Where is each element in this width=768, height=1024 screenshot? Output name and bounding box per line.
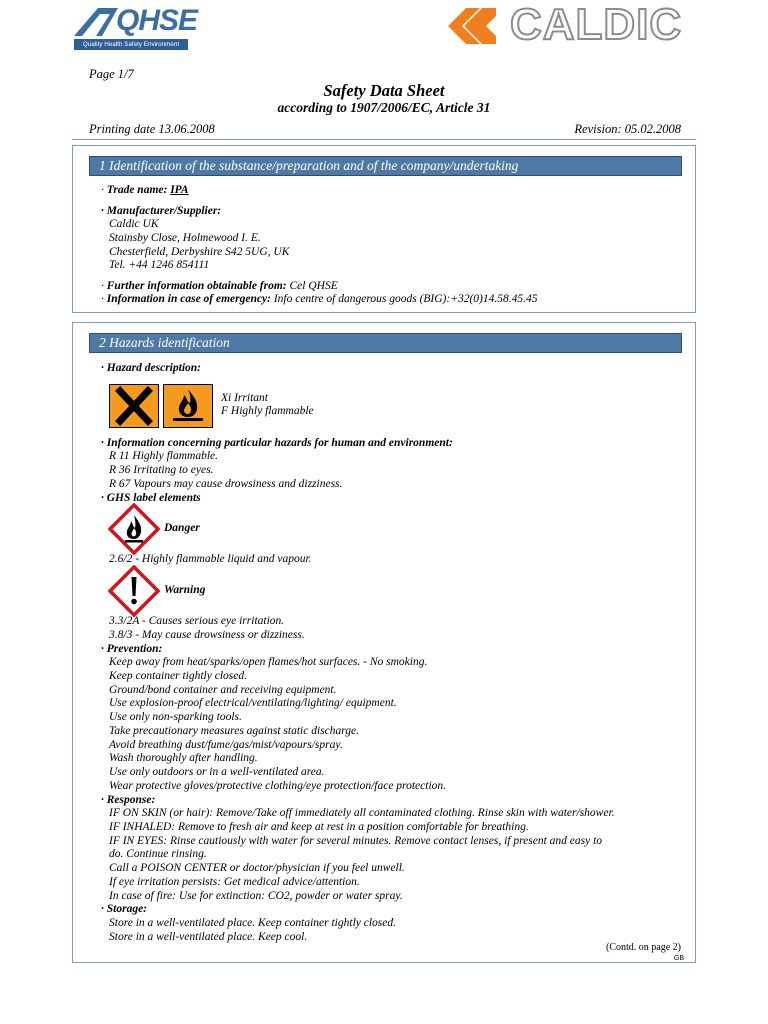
header-divider xyxy=(72,139,696,140)
hazard-description-label: · Hazard description: xyxy=(101,362,201,374)
document-subtitle: according to 1907/2006/EC, Article 31 xyxy=(277,100,491,115)
prevention-line: Use only non-sparking tools. xyxy=(109,711,242,723)
prevention-line: Wash thoroughly after handling. xyxy=(109,752,258,764)
r-phrase: R 36 Irritating to eyes. xyxy=(109,464,214,476)
ghs-danger-statement: 2.6/2 - Highly flammable liquid and vapour. xyxy=(109,553,312,565)
further-info-row: · Further information obtainable from: Cel QHSE xyxy=(101,280,338,292)
prevention-label: · Prevention: xyxy=(101,643,163,655)
address-line: Chesterfield, Derbyshire S42 5UG, UK xyxy=(109,246,290,258)
ghs-label: · GHS label elements xyxy=(101,492,201,504)
prevention-line: Avoid breathing dust/fume/gas/mist/vapours/spray. xyxy=(109,739,343,751)
section-1-heading: 1 Identification of the substance/preparation and of the company/undertaking xyxy=(89,156,682,176)
section-2-heading: 2 Hazards identification xyxy=(89,333,682,353)
r-phrase: R 11 Highly flammable. xyxy=(109,450,219,462)
prevention-line: Keep container tightly closed. xyxy=(109,670,247,682)
ghs-signal-danger: Danger xyxy=(164,522,200,534)
prevention-line: Keep away from heat/sparks/open flames/hot surfaces. - No smoking. xyxy=(109,656,428,668)
prevention-line: Use explosion-proof electrical/ventilating/lighting/ equipment. xyxy=(109,697,397,709)
qhse-tagline: Quality Health Safety Environment xyxy=(74,39,188,50)
response-line: do. Continue rinsing. xyxy=(109,848,207,860)
continued-note: (Contd. on page 2) xyxy=(606,942,681,953)
trade-name-label: Trade name: xyxy=(106,184,168,196)
symbol-label-flammable: F Highly flammable xyxy=(221,405,314,417)
qhse-logo-text: QHSE xyxy=(116,4,198,37)
prevention-line: Take precautionary measures against static discharge. xyxy=(109,725,359,737)
ghs-signal-warning: Warning xyxy=(164,584,206,596)
response-line: IF ON SKIN (or hair): Remove/Take off immediately all contaminated clothing. Rinse skin with water/shower. xyxy=(109,807,615,819)
storage-line: Store in a well-ventilated place. Keep container tightly closed. xyxy=(109,917,397,929)
storage-line: Store in a well-ventilated place. Keep cool. xyxy=(109,931,308,943)
prevention-line: Wear protective gloves/protective clothing/eye protection/face protection. xyxy=(109,780,447,792)
storage-label: · Storage: xyxy=(101,903,147,915)
r-phrase: R 67 Vapours may cause drowsiness and dizziness. xyxy=(109,478,343,490)
response-line: IF IN EYES: Rinse cautiously with water for several minutes. Remove contact lenses, if present and easy to xyxy=(109,835,603,847)
address-line: Stainsby Close, Holmewood I. E. xyxy=(109,232,261,244)
caldic-logo-text: CALDIC xyxy=(510,0,683,49)
symbol-label-irritant: Xi Irritant xyxy=(221,392,268,404)
trade-name-row: · Trade name: IPA xyxy=(101,184,189,196)
ghs-flame-pictogram-icon xyxy=(108,503,160,555)
response-line: Call a POISON CENTER or doctor/physician if you feel unwell. xyxy=(109,862,405,874)
trade-name-value: IPA xyxy=(170,184,189,196)
ghs-exclamation-pictogram-icon xyxy=(108,565,160,617)
response-label: · Response: xyxy=(101,794,156,806)
prevention-line: Use only outdoors or in a well-ventilated area. xyxy=(109,766,325,778)
printing-date: Printing date 13.06.2008 xyxy=(89,122,215,136)
ghs-warning-statement: 3.3/2A - Causes serious eye irritation. xyxy=(109,615,285,627)
caldic-logo-icon xyxy=(444,4,500,48)
revision-date: Revision: 05.02.2008 xyxy=(574,122,681,136)
response-line: If eye irritation persists: Get medical advice/attention. xyxy=(109,876,360,888)
country-code: GB xyxy=(673,955,684,962)
emergency-row: · Information in case of emergency: Info centre of dangerous goods (BIG):+32(0)14.58.45.45 xyxy=(101,293,538,305)
manufacturer-label: · Manufacturer/Supplier: xyxy=(101,205,222,217)
irritant-symbol-icon xyxy=(109,384,159,428)
document-title: Safety Data Sheet xyxy=(323,81,445,100)
particular-hazards-label: · Information concerning particular hazards for human and environment: xyxy=(101,437,453,449)
qhse-logo xyxy=(72,2,198,50)
qhse-swoosh-icon xyxy=(72,2,122,38)
address-line: Tel. +44 1246 854111 xyxy=(109,259,210,271)
response-line: In case of fire: Use for extinction: CO2, powder or water spray. xyxy=(109,890,403,902)
response-line: IF INHALED: Remove to fresh air and keep at rest in a position comfortable for breathing. xyxy=(109,821,529,833)
page-number: Page 1/7 xyxy=(89,67,134,81)
prevention-line: Ground/bond container and receiving equipment. xyxy=(109,684,337,696)
ghs-warning-statement: 3.8/3 - May cause drowsiness or dizziness. xyxy=(109,629,305,641)
address-line: Caldic UK xyxy=(109,218,159,230)
flammable-symbol-icon xyxy=(163,384,213,428)
